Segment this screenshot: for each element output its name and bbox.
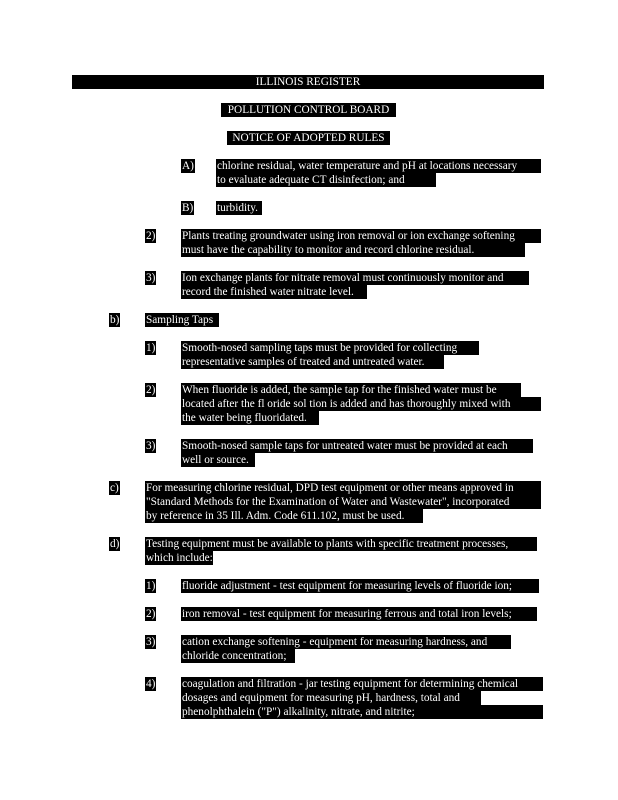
item-text-line: chloride concentration; <box>181 649 295 663</box>
section-text-line: Testing equipment must be available to plants with specific treatment processes, <box>145 537 537 551</box>
item-label: A) <box>182 160 194 172</box>
section-text-line: For measuring chlorine residual, DPD test equipment or other means approved in <box>145 481 541 495</box>
item-text-line: Smooth-nosed sample taps for untreated water must be provided at each <box>181 439 533 453</box>
item-label: 2) <box>146 230 156 242</box>
register-header: ILLINOIS REGISTER <box>72 75 544 89</box>
item-text-line: located after the fl oride sol tion is added and has thoroughly mixed with <box>181 397 541 411</box>
item-text-line: to evaluate adequate CT disinfection; and <box>216 173 436 187</box>
section-heading: Sampling Taps <box>145 313 219 327</box>
item-text-line: coagulation and filtration - jar testing equipment for determining chemical <box>181 677 543 691</box>
item-label: 3) <box>146 440 156 452</box>
item-label: 3) <box>146 272 156 284</box>
item-label: 1) <box>146 580 156 592</box>
item-text-line: chlorine residual, water temperature and pH at locations necessary <box>216 159 541 173</box>
item-text-line: dosages and equipment for measuring pH, hardness, total and <box>181 691 481 705</box>
section-text-line: which include: <box>146 552 213 564</box>
item-text-line: cation exchange softening - equipment for measuring hardness, and <box>181 635 511 649</box>
section-label: d) <box>110 538 120 550</box>
board-name: POLLUTION CONTROL BOARD <box>221 103 396 117</box>
item-text-line: representative samples of treated and untreated water. <box>181 355 444 369</box>
item-label: 2) <box>146 384 156 396</box>
item-text-line: Smooth-nosed sampling taps must be provided for collecting <box>181 341 479 355</box>
item-text-line: When fluoride is added, the sample tap for the finished water must be <box>181 383 521 397</box>
item-label: 3) <box>146 636 156 648</box>
item-text-line: well or source. <box>181 453 255 467</box>
item-text-line: the water being fluoridated. <box>181 411 319 425</box>
section-label: b) <box>110 314 120 326</box>
item-label: 4) <box>146 678 156 690</box>
notice-title: NOTICE OF ADOPTED RULES <box>227 131 390 145</box>
item-label: 2) <box>146 608 156 620</box>
item-text-line: record the finished water nitrate level. <box>181 285 367 299</box>
section-text-line: by reference in 35 Ill. Adm. Code 611.102, must be used. <box>145 509 423 523</box>
item-label: B) <box>182 202 194 214</box>
item-text-line: Plants treating groundwater using iron removal or ion exchange softening <box>181 229 541 243</box>
item-text-line: must have the capability to monitor and record chlorine residual. <box>181 243 525 257</box>
item-text-line: phenolphthalein ("P") alkalinity, nitrate, and nitrite; <box>181 705 543 719</box>
section-text-line: "Standard Methods for the Examination of Water and Wastewater", incorporated <box>145 495 541 509</box>
item-label: 1) <box>146 342 156 354</box>
item-text-line: fluoride adjustment - test equipment for measuring levels of fluoride ion; <box>181 579 539 593</box>
item-text-line: turbidity. <box>216 201 262 215</box>
item-text-line: iron removal - test equipment for measuring ferrous and total iron levels; <box>181 607 537 621</box>
section-label: c) <box>110 482 119 494</box>
item-text-line: Ion exchange plants for nitrate removal must continuously monitor and <box>181 271 529 285</box>
